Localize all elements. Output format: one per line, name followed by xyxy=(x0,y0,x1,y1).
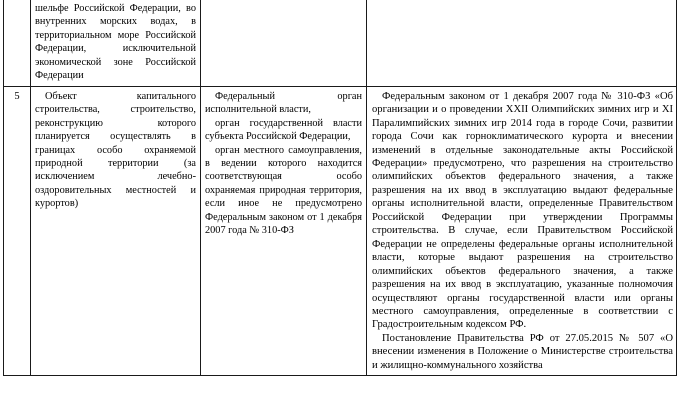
object-text: Объект капитального строительства, строительство, реконструкцию которого планируется осуществлять в границах особо охраняемой природной территории (за исключением лечебно-оздоровительных местностей и курортов) xyxy=(35,90,196,210)
cell-object-continued xyxy=(31,0,201,86)
table-row-continuation xyxy=(4,0,677,86)
row-number-text-continued xyxy=(4,0,30,5)
cell-legal-basis xyxy=(367,86,677,376)
row-number-text: 5 xyxy=(14,90,20,102)
authority-paragraph: орган государственной власти субъекта Российской Федерации, xyxy=(205,117,362,143)
authority-paragraph-list xyxy=(201,87,366,241)
legal-reference-table xyxy=(3,0,677,376)
cell-row-number-continued xyxy=(4,0,31,86)
legal-basis-paragraph: Федеральным законом от 1 декабря 2007 года № 310-ФЗ «Об организации и о проведении XXII Олимпийских зимних игр и XI Паралимпийских зимних игр 2014 года в городе Сочи, развитии города Сочи как горноклиматического курорта и внесении изменений в отдельные законодательные акты Российской Федерации» предусмотрено, что разрешения на строительство олимпийских объектов федерального значения, а также разрешения на их ввод в эксплуатацию выдают федеральные органы исполнительной власти, определенные Правительством Российской Федерации при утверждении Программы строительства. В случае, если Правительством Российской Федерации не определены федеральные органы исполнительной власти, которые выдают разрешения на строительство олимпийских объектов федерального значения, а также разрешения на их ввод в эксплуатацию, указанные полномочия осуществляют органы государственной власти или органы местного самоуправления, определенные в соответствии с Градостроительным кодексом РФ. xyxy=(372,90,673,331)
authority-paragraph: орган местного самоуправления, в ведении которого находится соответствующая особо охраняемая природная территория, если иное не предусмотрено Федеральным законом от 1 декабря 2007 года № 310-ФЗ xyxy=(205,144,362,237)
legal-basis-paragraph: Постановление Правительства РФ от 27.05.2015 № 507 «О внесении изменения в Положение о Министерстве строительства и жилищно-коммунального хозяйства xyxy=(372,332,673,371)
authority-paragraph: Федеральный орган исполнительной власти, xyxy=(205,90,362,116)
table-row xyxy=(4,86,677,376)
cell-row-number xyxy=(4,86,31,376)
cell-object xyxy=(31,86,201,376)
object-text-continued: шельфе Российской Федерации, во внутренних морских водах, в территориальном море Российской Федерации, исключительной экономической зоне Российской Федерации xyxy=(35,3,196,82)
cell-authority-continued xyxy=(201,0,367,86)
cell-legal-basis-continued xyxy=(367,0,677,86)
legal-basis-paragraph-list xyxy=(367,87,676,376)
cell-authority xyxy=(201,86,367,376)
